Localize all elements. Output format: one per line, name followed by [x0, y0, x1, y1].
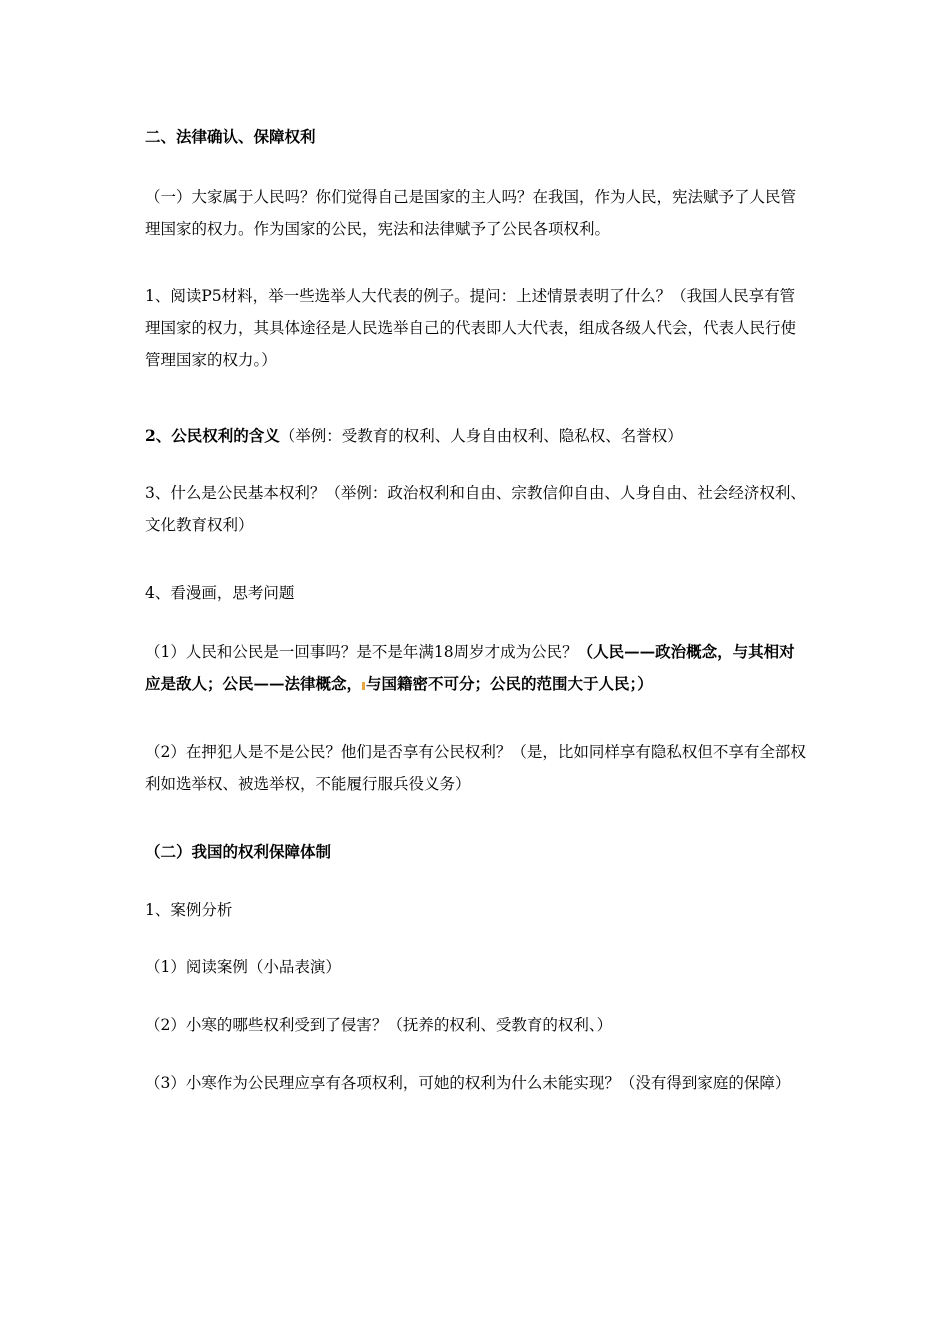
subsection-heading: （二）我国的权利保障体制 — [145, 842, 332, 861]
paragraph-basic-rights: 3、什么是公民基本权利？（举例：政治权利和自由、宗教信仰自由、人身自由、社会经济权利、文化教育权利） — [145, 484, 806, 534]
paragraph-read-material: 1、阅读P5材料，举一些选举人大代表的例子。提问：上述情景表明了什么？（我国人民享有管理国家的权力，其具体途径是人民选举自己的代表即人大代表，组成各级人代会，代表人民行使管理国家的权力。） — [145, 287, 797, 369]
paragraph-rights-infringed: （2）小寒的哪些权利受到了侵害？（抚养的权利、受教育的权利、） — [145, 1016, 613, 1034]
paragraph-people-rights: （一）大家属于人民吗？你们觉得自己是国家的主人吗？在我国，作为人民，宪法赋予了人民管理国家的权力。作为国家的公民，宪法和法律赋予了公民各项权利。 — [145, 188, 797, 238]
citizen-rights-heading: 2、公民权利的含义 — [145, 426, 280, 445]
paragraph-people-vs-citizen — [145, 636, 810, 700]
question-people-citizen: （1）人民和公民是一回事吗？是不是年满18周岁才成为公民？ — [145, 643, 578, 661]
paragraph-case-analysis: 1、案例分析 — [145, 901, 233, 919]
section-heading: 二、法律确认、保障权利 — [145, 127, 316, 146]
paragraph-detainees: （2）在押犯人是不是公民？他们是否享有公民权利？（是，比如同样享有隐私权但不享有全部权利如选举权、被选举权，不能履行服兵役义务） — [145, 743, 806, 793]
paragraph-read-case: （1）阅读案例（小品表演） — [145, 958, 341, 976]
paragraph-citizen-rights-meaning — [145, 420, 810, 452]
citizen-rights-examples: （举例：受教育的权利、人身自由权利、隐私权、名誉权） — [279, 427, 683, 445]
paragraph-rights-unrealized: （3）小寒作为公民理应享有各项权利，可她的权利为什么未能实现？（没有得到家庭的保障） — [145, 1074, 791, 1092]
answer-people-citizen-a: （人民——政治概念，与其相对应是敌人；公民——法律概念， — [145, 642, 795, 693]
answer-people-citizen-b: 与国籍密不可分；公民的范围大于人民；） — [366, 674, 653, 693]
paragraph-cartoon: 4、看漫画，思考问题 — [145, 584, 295, 602]
orange-mark — [362, 682, 365, 690]
